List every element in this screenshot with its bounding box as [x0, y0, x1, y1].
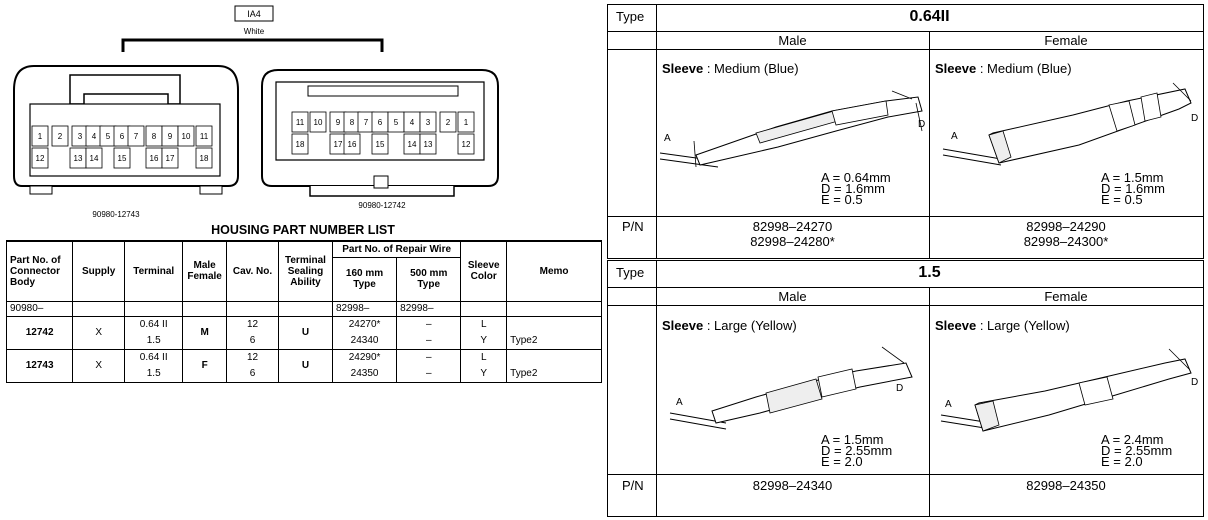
sealing-cell: U	[278, 316, 332, 349]
r160-cell: 24340	[350, 334, 379, 346]
pin-number: 13	[73, 154, 83, 163]
r160-cell: 24270*	[348, 318, 381, 330]
pin-number: 15	[375, 140, 385, 149]
housing-list-title: HOUSING PART NUMBER LIST	[211, 223, 395, 237]
mf-cell: F	[183, 349, 227, 382]
sleeve-cell: L	[480, 318, 487, 330]
left-part-number: 90980-12743	[92, 210, 140, 219]
pn-label: P/N	[622, 478, 644, 493]
memo-cell: Type2	[510, 334, 538, 346]
dim-a-label: A	[676, 397, 683, 408]
r160-cell: 24350	[350, 367, 379, 379]
pin-number: 4	[91, 132, 97, 141]
male-sleeve-text: Sleeve : Medium (Blue)	[662, 61, 799, 76]
male-header: Male	[778, 289, 807, 304]
type-value: 1.5	[918, 264, 941, 281]
pin-number: 6	[119, 132, 125, 141]
terminal-table-15	[607, 260, 1204, 517]
female-header: Female	[1044, 33, 1088, 48]
pin-number: 13	[423, 140, 433, 149]
right-part-number: 90980-12742	[358, 201, 406, 210]
terminal-cell: 1.5	[146, 334, 161, 346]
pin-number: 17	[165, 154, 175, 163]
pin-number: 14	[407, 140, 417, 149]
col-160: 160 mm Type	[332, 257, 396, 301]
cav-cell: 12	[246, 318, 259, 330]
pin-number: 4	[409, 118, 415, 127]
pin-number: 18	[199, 154, 209, 163]
col-repair-wire: Part No. of Repair Wire	[332, 241, 460, 257]
pin-number: 12	[35, 154, 45, 163]
col-supply: Supply	[73, 241, 125, 301]
terminal-cell: 1.5	[146, 367, 161, 379]
male-pn: 82998–24270 82998–24280*	[750, 219, 835, 249]
dim-d-label: D	[896, 383, 904, 394]
connector-bracket	[123, 40, 382, 52]
pin-number: 10	[181, 132, 191, 141]
pin-number: 11	[199, 132, 209, 141]
cav-cell: 12	[246, 351, 259, 363]
sleeve-cell: Y	[480, 334, 488, 346]
female-pn: 82998–24290 82998–24300*	[1023, 219, 1109, 249]
male-dims: A = 1.5mm D = 2.55mm E = 2.0	[821, 432, 893, 469]
housing-part-table	[6, 240, 602, 383]
male-terminal-064-drawing	[656, 75, 929, 175]
pin-number: 3	[425, 118, 431, 127]
right-connector	[262, 70, 498, 196]
pin-number: 15	[117, 154, 127, 163]
female-terminal-064-drawing	[929, 75, 1203, 175]
r500-cell: –	[425, 318, 432, 330]
female-sleeve-text: Sleeve : Large (Yellow)	[935, 318, 1070, 333]
dim-d-label: D	[918, 119, 926, 130]
memo-cell: Type2	[510, 367, 538, 379]
pin-number: 9	[167, 132, 173, 141]
part-cell: 12742	[7, 316, 73, 349]
supply-cell: X	[73, 316, 125, 349]
connector-color: White	[243, 27, 265, 36]
pin-number: 16	[149, 154, 159, 163]
terminal-cell: 0.64 II	[139, 318, 168, 330]
sleeve-cell: L	[480, 351, 487, 363]
pin-number: 18	[295, 140, 305, 149]
pin-number: 5	[393, 118, 399, 127]
connector-code: IA4	[247, 9, 261, 19]
cav-cell: 6	[249, 367, 256, 379]
dim-a-label: A	[664, 133, 671, 144]
pin-number: 16	[347, 140, 357, 149]
pin-number: 8	[151, 132, 157, 141]
pin-number: 6	[377, 118, 383, 127]
male-dims: A = 0.64mm D = 1.6mm E = 0.5	[821, 170, 891, 207]
pin-number: 3	[77, 132, 83, 141]
pin-number: 7	[363, 118, 369, 127]
female-dims: A = 1.5mm D = 1.6mm E = 0.5	[1101, 170, 1165, 207]
pin-number: 10	[313, 118, 323, 127]
mf-cell: M	[183, 316, 227, 349]
pin-number: 1	[463, 118, 469, 127]
male-pn: 82998–24340	[752, 478, 833, 493]
female-header: Female	[1044, 289, 1088, 304]
col-part-no: Part No. of Connector Body	[7, 241, 73, 301]
type-label: Type	[616, 9, 645, 24]
part-cell: 12743	[7, 349, 73, 382]
pin-number: 9	[335, 118, 341, 127]
col-terminal: Terminal	[125, 241, 183, 301]
col-male-female: Male Female	[183, 241, 227, 301]
dim-d-label: D	[1191, 113, 1199, 124]
pin-number: 1	[37, 132, 43, 141]
supply-cell: X	[73, 349, 125, 382]
male-sleeve-text: Sleeve : Large (Yellow)	[662, 318, 797, 333]
pin-number: 7	[133, 132, 139, 141]
table-row	[7, 349, 602, 382]
left-connector	[14, 66, 238, 194]
r160-prefix: 82998–	[332, 301, 396, 316]
sealing-cell: U	[278, 349, 332, 382]
male-terminal-15-drawing	[656, 341, 929, 441]
type-value: 0.64II	[909, 8, 950, 25]
table-row	[7, 316, 602, 349]
pin-number: 11	[295, 118, 305, 127]
col-cav: Cav. No.	[227, 241, 279, 301]
pin-number: 8	[349, 118, 355, 127]
col-500: 500 mm Type	[397, 257, 461, 301]
pin-number: 2	[57, 132, 63, 141]
pin-number: 17	[333, 140, 343, 149]
female-pn: 82998–24350	[1026, 478, 1106, 493]
col-memo: Memo	[507, 241, 602, 301]
col-sleeve-color: Sleeve Color	[461, 241, 507, 301]
pin-number: 5	[105, 132, 111, 141]
part-prefix: 90980–	[7, 301, 73, 316]
terminal-table-064	[607, 4, 1204, 259]
female-dims: A = 2.4mm D = 2.55mm E = 2.0	[1101, 432, 1173, 469]
col-sealing: Terminal Sealing Ability	[278, 241, 332, 301]
terminal-cell: 0.64 II	[139, 351, 168, 363]
pin-number: 12	[461, 140, 471, 149]
pin-number: 14	[89, 154, 99, 163]
type-label: Type	[616, 265, 645, 280]
dim-a-label: A	[951, 131, 958, 142]
pin-number: 2	[445, 118, 451, 127]
r500-cell: –	[425, 367, 432, 379]
connector-diagram	[0, 0, 606, 222]
male-header: Male	[778, 33, 807, 48]
r500-cell: –	[425, 351, 432, 363]
pn-label: P/N	[622, 219, 644, 234]
dim-a-label: A	[945, 399, 952, 410]
sleeve-cell: Y	[480, 367, 488, 379]
r500-cell: –	[425, 334, 432, 346]
dim-d-label: D	[1191, 377, 1199, 388]
cav-cell: 6	[249, 334, 256, 346]
female-terminal-15-drawing	[929, 341, 1203, 441]
r500-prefix: 82998–	[397, 301, 461, 316]
r160-cell: 24290*	[348, 351, 381, 363]
female-sleeve-text: Sleeve : Medium (Blue)	[935, 61, 1072, 76]
